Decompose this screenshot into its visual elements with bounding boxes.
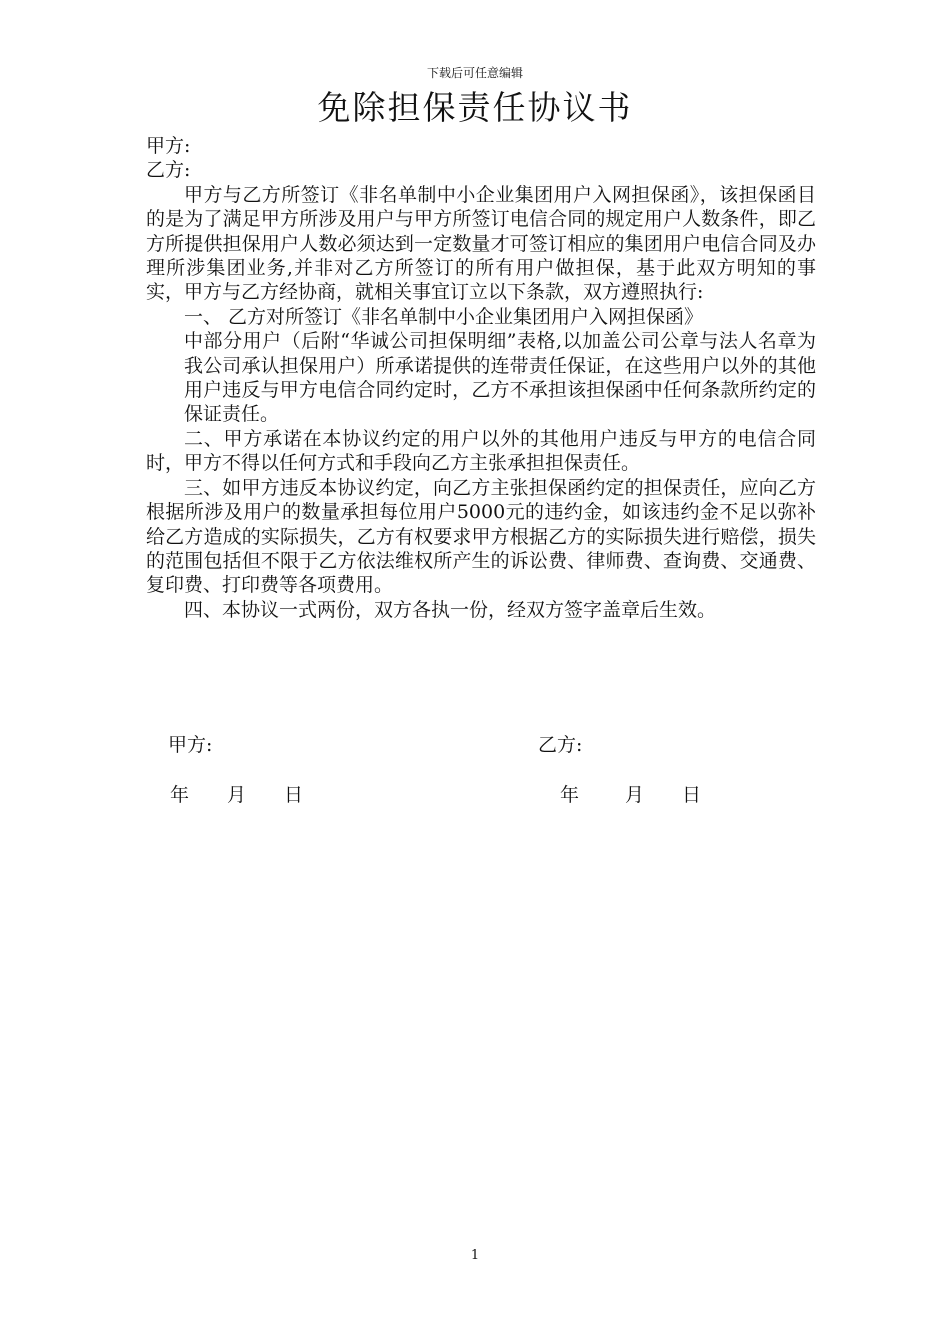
clause-2-paragraph: 二、甲方承诺在本协议约定的用户以外的其他用户违反与甲方的电信合同时，甲方不得以任何方式和手段向乙方主张承担担保责任。 (146, 427, 816, 475)
party-a-line: 甲方: (146, 135, 191, 157)
header-note: 下载后可任意编辑 (426, 66, 523, 80)
date-year-a: 年 (170, 784, 190, 806)
clause-3-paragraph: 三、如甲方违反本协议约定，向乙方主张担保函约定的担保责任，应向乙方根据所涉及用户的数量承担每位用户5000元的违约金，如该违约金不足以弥补给乙方造成的实际损失，乙方有权要求甲方根据乙方的实际损失进行赔偿，损失的范围包括但不限于乙方依法维权所产生的诉讼费、律师费、查询费、交通费、复印费、打印费等各项费用。 (146, 476, 816, 597)
date-party-b (560, 783, 701, 807)
signature-party-a: 甲方: (168, 734, 213, 756)
clause-1-body: 中部分用户（后附“华诚公司担保明细”表格,以加盖公司公章与法人名章为我公司承认担保用户）所承诺提供的连带责任保证，在这些用户以外的其他用户违反与甲方电信合同约定时，乙方不承担该担保函中任何条款所约定的保证责任。 (184, 330, 816, 426)
date-month-a: 月 (227, 784, 247, 806)
document-title: 免除担保责任协议书 (317, 88, 633, 127)
date-year-b: 年 (560, 784, 580, 806)
date-day-a: 日 (284, 784, 304, 806)
date-month-b: 月 (625, 784, 645, 806)
intro-paragraph: 甲方与乙方所签订《非名单制中小企业集团用户入网担保函》，该担保函目的是为了满足甲方所涉及用户与甲方所签订电信合同的规定用户人数条件，即乙方所提供担保用户人数必须达到一定数量才可签订相应的集团用户电信合同及办理所涉集团业务,并非对乙方所签订的所有用户做担保，基于此双方明知的事实，甲方与乙方经协商，就相关事宜订立以下条款，双方遵照执行: (146, 183, 816, 304)
party-b-line: 乙方: (146, 159, 191, 182)
clause-4-paragraph: 四、本协议一式两份，双方各执一份，经双方签字盖章后生效。 (184, 598, 717, 621)
signature-party-b: 乙方: (538, 734, 583, 756)
date-day-b: 日 (682, 784, 702, 806)
document-body (146, 134, 816, 622)
date-party-a (170, 783, 303, 807)
page-number: 1 (470, 1248, 480, 1263)
clause-1-heading: 一、 乙方对所签订《非名单制中小企业集团用户入网担保函》 (184, 305, 704, 328)
